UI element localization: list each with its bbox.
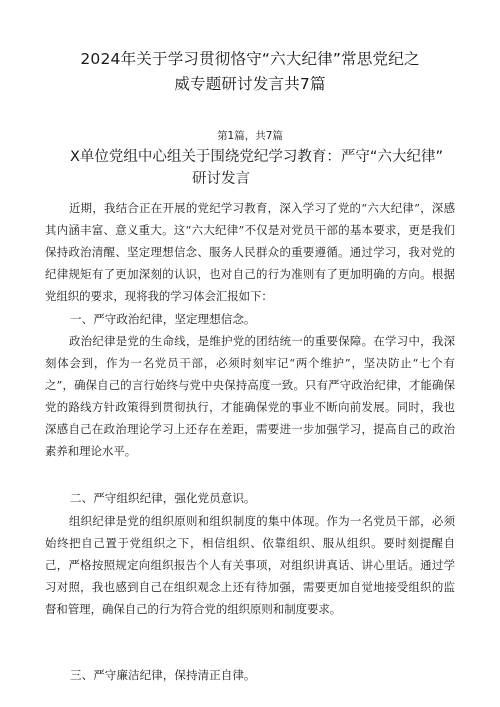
heading-integrity-discipline: 三、严守廉洁纪律，保持清正自律。 xyxy=(70,668,256,682)
heading-political-discipline: 一、严守政治纪律，坚定理想信念。 xyxy=(70,312,256,326)
part-label: 第1篇，共7篇 xyxy=(217,130,283,142)
document-title-line-1: 2024年关于学习贯彻恪守“六大纪律”常思党纪之 xyxy=(80,50,420,68)
paragraph-political-discipline: 政治纪律是党的生命线，是维护党的团结统一的重要保障。在学习中，我深刻体会到，作为一名党员干部，必须时刻牢记“两个维护”，坚决防止“七个有之”，确保自己的言行始终与党中央保持高度一致。只有严守政治纪律，才能确保党的路线方针政策得到贯彻执行，才能确保党的事业不断向前发展。同时，我也深感自己在政治理论学习上还存在差距，需要进一步加强学习，提高自己的政治素养和理论水平。 xyxy=(45,334,455,458)
intro-paragraph: 近期，我结合正在开展的党纪学习教育，深入学习了党的“六大纪律”，深感其内涵丰富、意义重大。这“六大纪律”不仅是对党员干部的基本要求，更是我们保持政治清醒、坚定理想信念、服务人民群众的重要遵循。通过学习，我对党的纪律规矩有了更加深刻的认识，也对自己的行为准则有了更加明确的方向。根据党组织的要求，现将我的学习体会汇报如下： xyxy=(45,201,455,303)
heading-organizational-discipline: 二、严守组织纪律，强化党员意识。 xyxy=(70,491,256,505)
section-title xyxy=(52,146,472,190)
paragraph-organizational-discipline: 组织纪律是党的组织原则和组织制度的集中体现。作为一名党员干部，必须始终把自己置于党组织之下，相信组织、依靠组织、服从组织。要时刻提醒自己，严格按照规定向组织报告个人有关事项，对组织讲真话、讲心里话。通过学习对照，我也感到自己在组织观念上还有待加强，需要更加自觉地接受组织的监督和管理，确保自己的行为符合党的组织原则和制度要求。 xyxy=(45,514,455,616)
section-title-line-2: 研讨发言 xyxy=(192,171,250,187)
document-title xyxy=(60,47,440,97)
section-title-line-1: X单位党组中心组关于围绕党纪学习教育：严守“六大纪律” xyxy=(70,149,443,165)
document-title-line-2: 威专题研讨发言共7篇 xyxy=(174,75,326,93)
